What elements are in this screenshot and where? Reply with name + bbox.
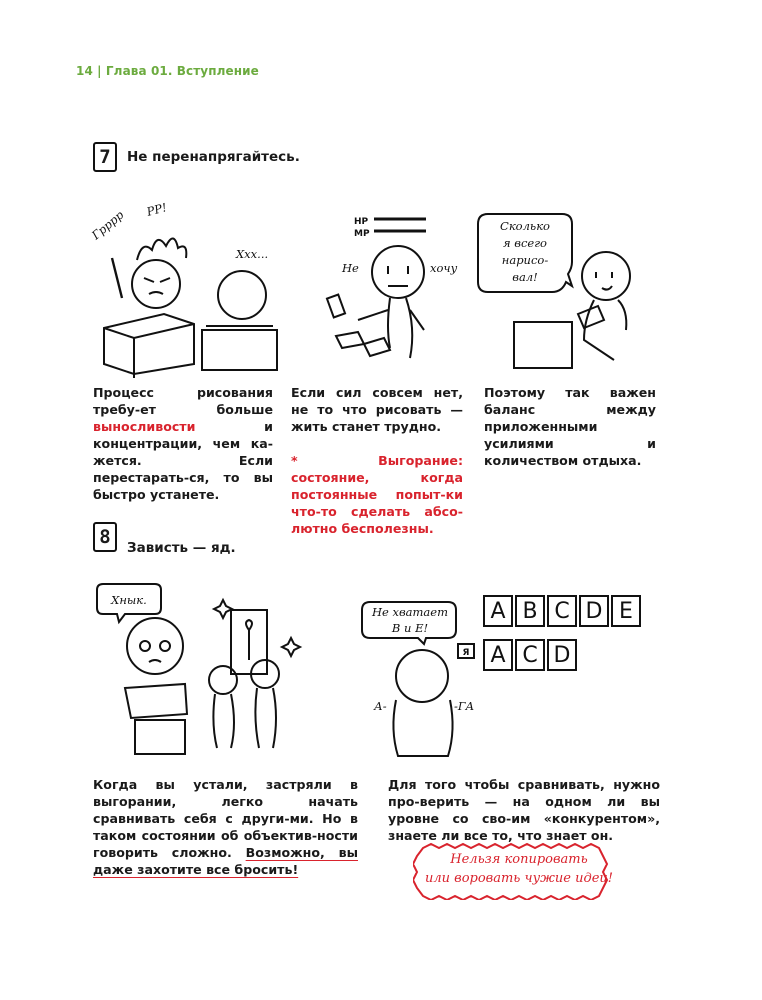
word-right: хочу	[430, 261, 458, 275]
letter-top-e: E	[619, 599, 633, 624]
ya-label: Я	[462, 648, 470, 658]
page-header: 14 | Глава 01. Вступление	[76, 64, 259, 78]
illustration-strained-artist	[88, 200, 282, 370]
section-7-title: Не перенапрягайтесь.	[127, 149, 300, 165]
letter-bottom-c: C	[522, 643, 538, 668]
bubble-line-1: Сколько	[500, 219, 550, 233]
illustration-comparison	[360, 580, 660, 760]
letter-bottom-a: A	[490, 643, 506, 668]
letter-top-b: B	[522, 599, 538, 624]
sob-bubble: Хнык.	[111, 593, 147, 607]
section-8-title: Зависть — яд.	[127, 540, 236, 556]
bubble-line-3: нарисо-	[501, 253, 549, 267]
highlight-stamina: выносливости	[93, 419, 196, 434]
illustration-satisfied-artist	[478, 210, 638, 370]
callout-line-2: или воровать чужие идеи!	[424, 871, 614, 886]
callout-line-1: Нельзя копировать	[450, 852, 588, 867]
section-7-col-2: Если сил совсем нет, не то что рисовать — жить станет трудно. * Выгорание: состояние, когда постоянные попыт-ки что-то сделать абсо-лютно бесполезны.	[291, 385, 463, 536]
mp-label: MP	[354, 229, 370, 239]
lack-bubble-line-2: В и Е!	[391, 621, 429, 635]
lack-bubble-line-1: Не хватает	[372, 605, 448, 619]
word-left: Не	[342, 261, 359, 275]
sfx-text-1: Грррр	[88, 207, 127, 243]
bubble-line-4: вал!	[512, 270, 538, 284]
sfx-text-3: Xxx...	[236, 247, 269, 261]
section-7-col-3: Поэтому так важен баланс между приложенными усилиями и количеством отдыха.	[484, 385, 656, 468]
letter-top-d: D	[585, 599, 603, 624]
sfx-text-2: РР!	[145, 200, 169, 219]
letter-top-a: A	[490, 599, 506, 624]
burnout-note: * Выгорание: состояние, когда постоянные попыт-ки что-то сделать абсо-лютно бесполезны.	[291, 453, 463, 536]
section-8-col-2: Для того чтобы сравнивать, нужно про-верить — на одном ли вы уровне со сво-им «конкурентом», знаете ли все то, что знает он.	[388, 777, 660, 843]
letter-top-c: C	[554, 599, 570, 624]
bubble-line-2: я всего	[503, 236, 547, 250]
warning-callout	[413, 842, 625, 900]
section-number-8: 8	[93, 522, 117, 552]
sfx-a: А-	[374, 699, 387, 713]
underlined-phrase: Возможно, вы даже захотите все бросить!	[93, 845, 358, 877]
sfx-ga: -ГА	[454, 699, 475, 713]
hp-label: HP	[354, 217, 369, 227]
illustration-envious-figure	[95, 580, 305, 760]
section-8-col-1: Когда вы устали, застряли в выгорании, легко начать сравнивать себя с други-ми. Но в таком состоянии об объектив-ности говорить сложно. Возможно, вы даже захотите все бросить!	[93, 777, 358, 877]
section-number-7: 7	[93, 142, 117, 172]
illustration-exhausted-figure	[330, 210, 460, 370]
letter-bottom-d: D	[553, 643, 571, 668]
section-7-col-1: Процесс рисования требу-ет больше выносливости и концентрации, чем ка-жется. Если перестарать-ся, то вы быстро устанете.	[93, 385, 273, 502]
